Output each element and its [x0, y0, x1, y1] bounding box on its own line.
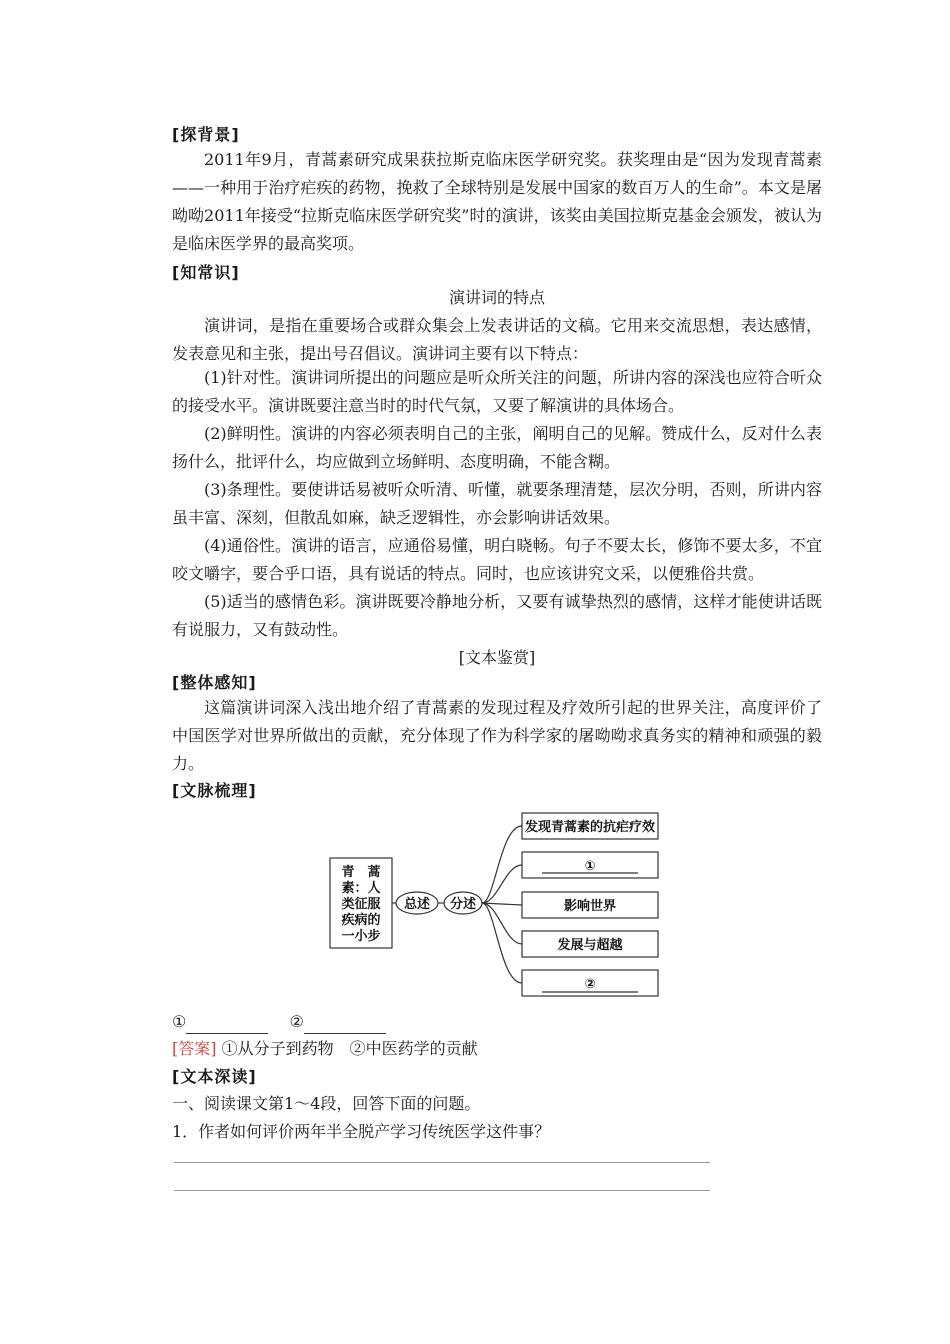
blank-1-field[interactable]: [186, 1015, 268, 1034]
blank-2-field[interactable]: [304, 1015, 386, 1034]
deep-reading-question: 1．作者如何评价两年半全脱产学习传统医学这件事？: [172, 1122, 551, 1141]
section-tag-deep-reading: [文本深读]: [172, 1067, 257, 1086]
overall-paragraph: 这篇演讲词深入浅出地介绍了青蒿素的发现过程及疗效所引起的世界关注，高度评价了中国医学对世界所做出的贡献，充分体现了作为科学家的屠呦呦求真务实的精神和顽强的毅力。: [172, 698, 822, 773]
fill-blanks-row: [172, 1010, 402, 1034]
svg-text:素：人: 素：人: [341, 881, 381, 896]
knowledge-intro: 演讲词，是指在重要场合或群众集会上发表讲话的文稿。它用来交流思想，表达感情，发表意见和主张，提出号召倡议。演讲词主要有以下特点：: [172, 316, 822, 363]
deep-reading-instruction: 一、阅读课文第1～4段，回答下面的问题。: [172, 1094, 481, 1113]
svg-text:一小步: 一小步: [341, 929, 381, 944]
diagram-branch-label-2: ①: [584, 859, 596, 874]
answer-line-1[interactable]: [174, 1162, 710, 1163]
knowledge-title: 演讲词的特点: [448, 288, 545, 307]
diagram-total-label: 总述: [403, 897, 431, 912]
diagram-branch-label-5: ②: [584, 977, 596, 992]
knowledge-item-2: (2)鲜明性。演讲的内容必须表明自己的主张，阐明自己的见解。赞成什么，反对什么表扬什么，批评什么，均应做到立场鲜明、态度明确，不能含糊。: [172, 424, 822, 471]
svg-text:青 蒿: 青 蒿: [341, 865, 381, 880]
background-paragraph: 2011年9月，青蒿素研究成果获拉斯克临床医学研究奖。获奖理由是“因为发现青蒿素——一种用于治疗疟疾的药物，挽救了全球特别是发展中国家的数百万人的生命”。本文是屠呦呦2011年接受“拉斯克临床医学研究奖”时的演讲，该奖由美国拉斯克基金会颁发，被认为是临床医学界的最高奖项。: [172, 150, 822, 253]
answer-row: [172, 1037, 478, 1061]
diagram-branch-label-4: 发展与超越: [557, 938, 623, 953]
diagram-branch-label-1: 发现青蒿素的抗疟疗效: [524, 820, 656, 835]
section-tag-structure: [文脉梳理]: [172, 781, 257, 800]
structure-diagram: [320, 806, 670, 1006]
diagram-sub-label: 分述: [449, 897, 477, 912]
diagram-connector-5: [482, 903, 522, 983]
answer-label: [答案]: [172, 1039, 217, 1058]
section-tag-overall: [整体感知]: [172, 673, 257, 692]
knowledge-item-1: (1)针对性。演讲词所提出的问题应是听众所关注的问题，所讲内容的深浅也应符合听众的接受水平。演讲既要注意当时的时代气氛，又要了解演讲的具体场合。: [172, 368, 822, 415]
knowledge-item-3: (3)条理性。要使讲话易被听众听清、听懂，就要条理清楚，层次分明，否则，所讲内容虽丰富、深刻，但散乱如麻，缺乏逻辑性，亦会影响讲话效果。: [172, 480, 822, 527]
blank-2-label: ②: [289, 1012, 304, 1031]
answer-text: ①从分子到药物 ②中医药学的贡献: [221, 1039, 478, 1058]
diagram-branch-label-3: 影响世界: [563, 899, 617, 914]
blank-1-label: ①: [172, 1012, 187, 1031]
svg-text:疾病的: 疾病的: [341, 913, 381, 928]
svg-text:类征服: 类征服: [341, 897, 381, 912]
section-tag-knowledge: [知常识]: [172, 263, 240, 282]
diagram-connector-1: [482, 826, 522, 903]
knowledge-item-4: (4)通俗性。演讲的语言，应通俗易懂，明白晓畅。句子不要太长，修饰不要太多，不宜咬文嚼字，要合乎口语，具有说话的特点。同时，也应该讲究文采，以便雅俗共赏。: [172, 536, 822, 583]
appreciation-title: [文本鉴赏]: [458, 648, 536, 667]
knowledge-item-5: (5)适当的感情色彩。演讲既要冷静地分析，又要有诚挚热烈的感情，这样才能使讲话既有说服力，又有鼓动性。: [172, 592, 822, 639]
answer-line-2[interactable]: [174, 1190, 710, 1191]
section-tag-background: [探背景]: [172, 125, 240, 144]
